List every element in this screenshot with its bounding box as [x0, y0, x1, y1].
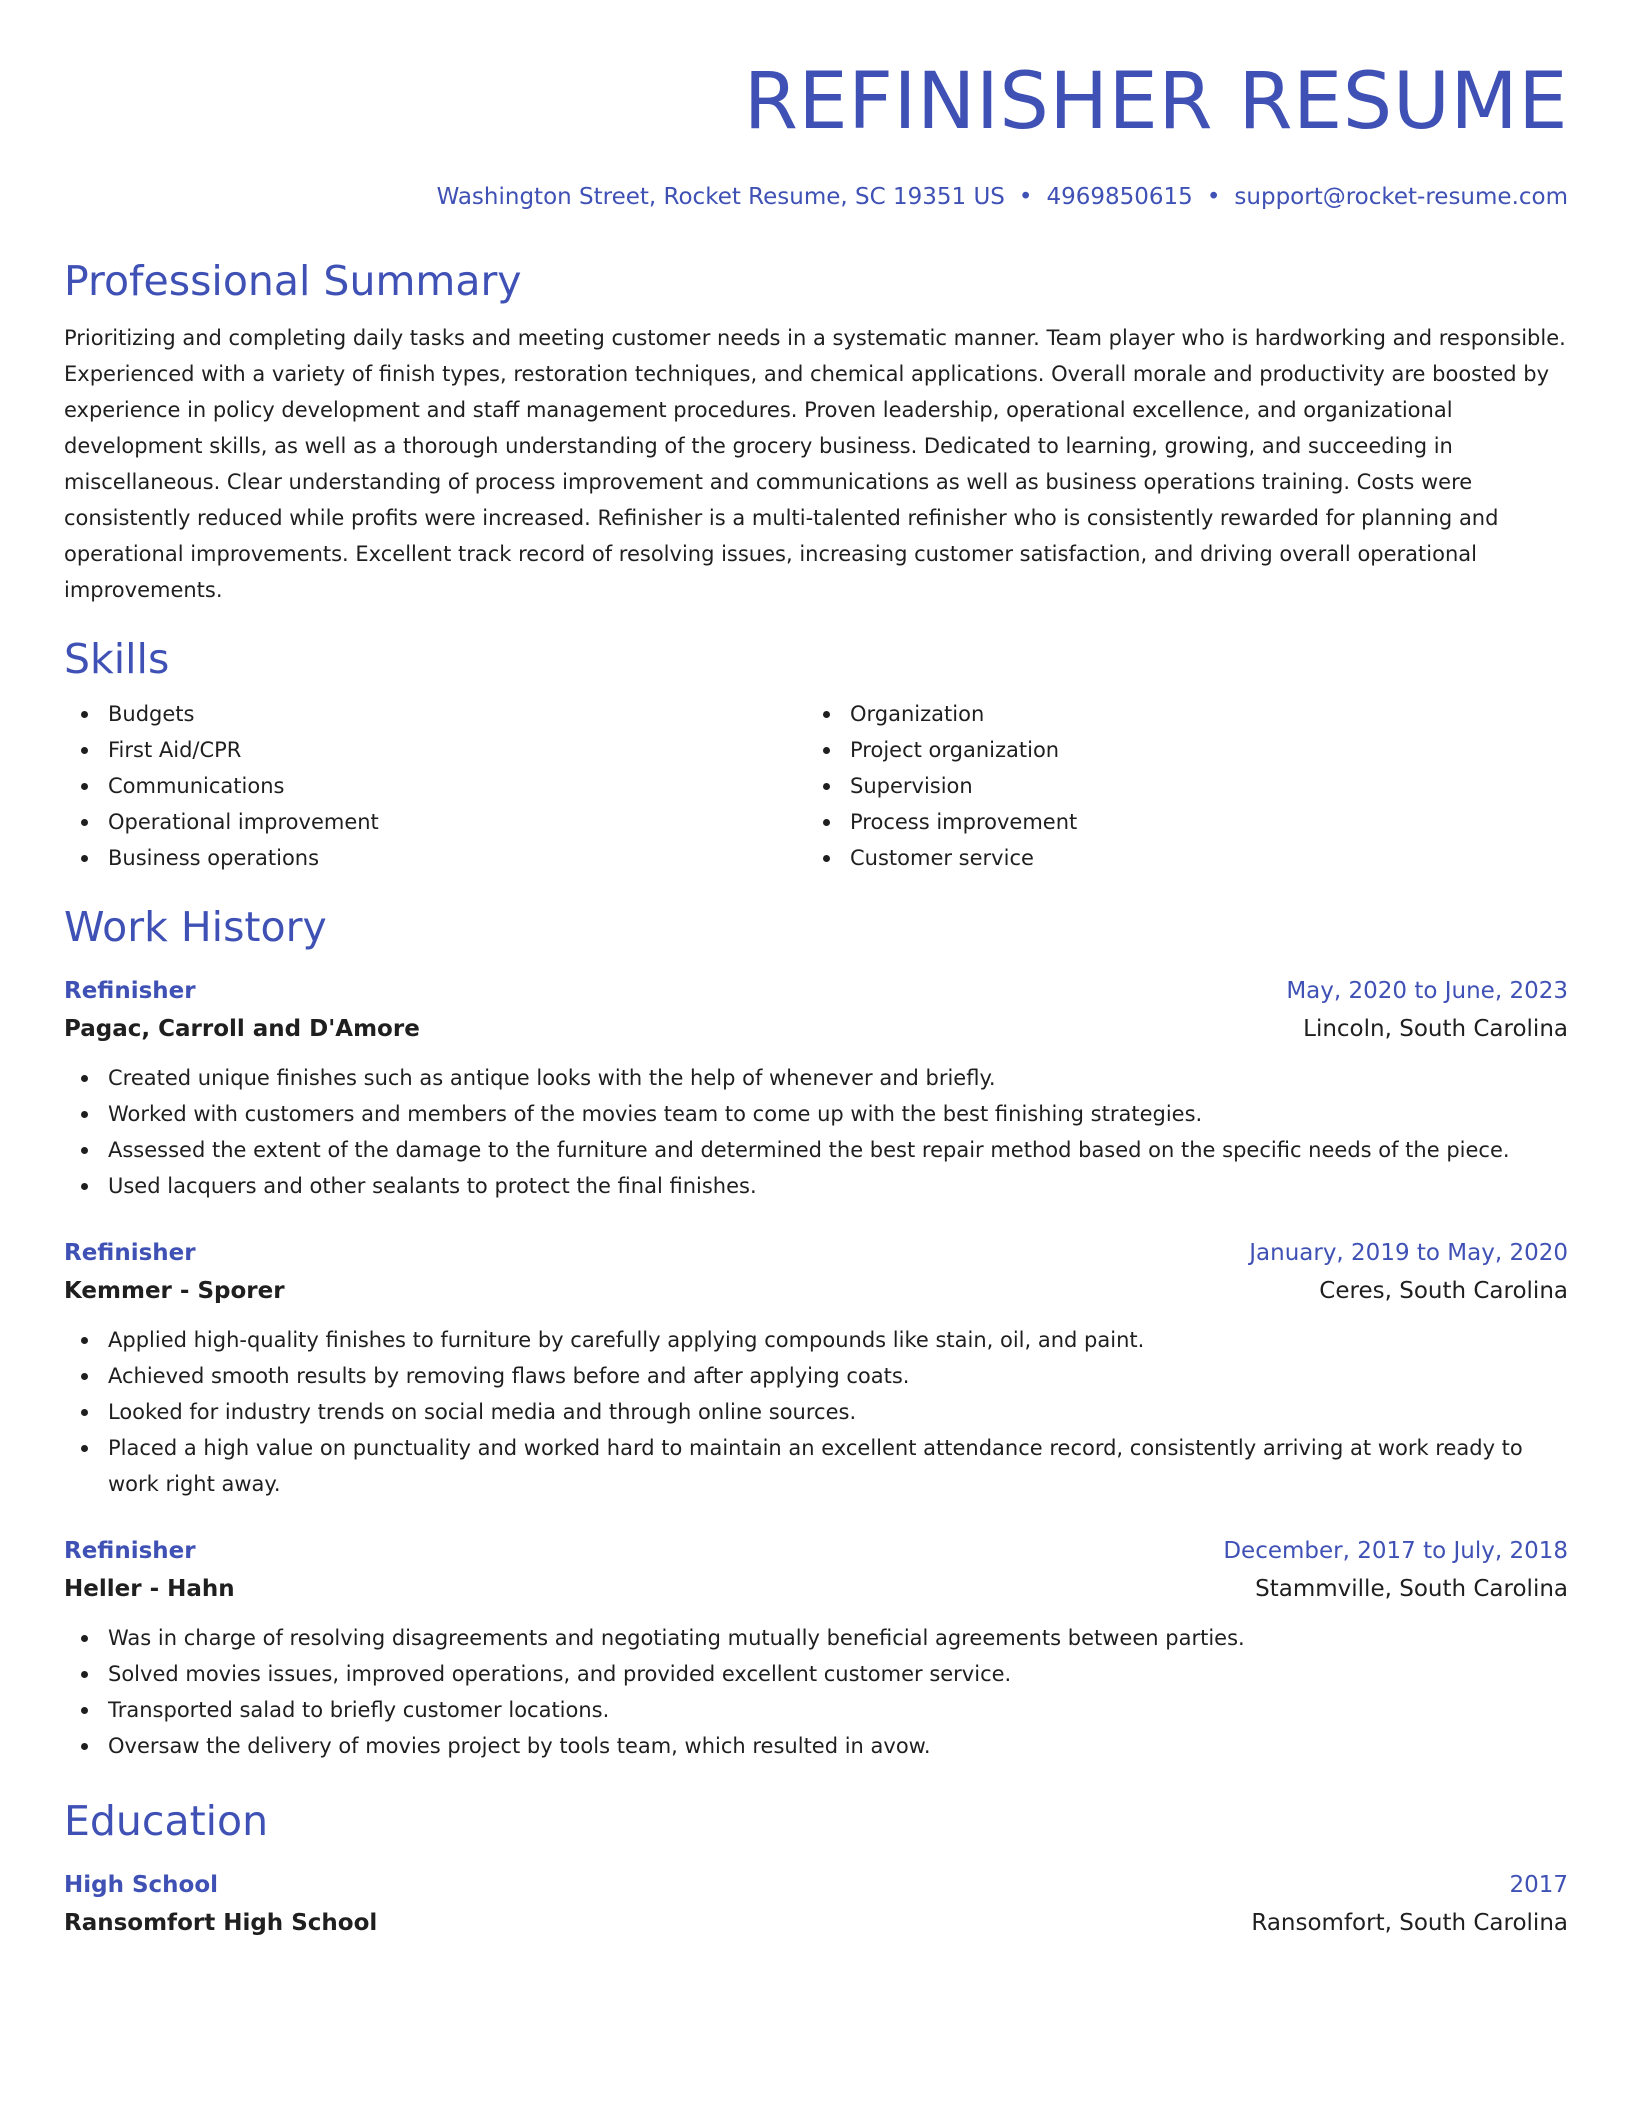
skill-item: Project organization — [806, 732, 1548, 768]
job-bullet: Was in charge of resolving disagreements and negotiating mutually beneficial agreements between parties. — [64, 1620, 1568, 1656]
resume-title: REFINISHER RESUME — [743, 57, 1568, 147]
job-bullet: Looked for industry trends on social media and through online sources. — [64, 1394, 1568, 1430]
job-title-row — [64, 972, 1568, 1010]
skills-grid — [64, 696, 1568, 876]
contact-separator: • — [1206, 184, 1221, 210]
resume-header — [64, 48, 1568, 214]
job-entry — [64, 1234, 1568, 1502]
education-location: Ransomfort, South Carolina — [1251, 1910, 1568, 1936]
job-company-row — [64, 1570, 1568, 1608]
job-company-row — [64, 1272, 1568, 1310]
skill-item: Business operations — [64, 840, 806, 876]
job-bullet: Achieved smooth results by removing flaws before and after applying coats. — [64, 1358, 1568, 1394]
job-dates: December, 2017 to July, 2018 — [1223, 1538, 1568, 1564]
job-bullet: Created unique finishes such as antique looks with the help of whenever and briefly. — [64, 1060, 1568, 1096]
job-bullet: Applied high-quality finishes to furniture by carefully applying compounds like stain, oil, and paint. — [64, 1322, 1568, 1358]
job-title: Refinisher — [64, 1538, 196, 1564]
job-company: Kemmer - Sporer — [64, 1278, 285, 1304]
skill-item: Process improvement — [806, 804, 1548, 840]
education-degree-row — [64, 1866, 1568, 1904]
job-entry — [64, 1532, 1568, 1764]
skills-heading: Skills — [64, 635, 170, 683]
education-year: 2017 — [1509, 1872, 1568, 1898]
contact-separator: • — [1018, 184, 1033, 210]
education-school-row — [64, 1904, 1568, 1942]
skill-item: Operational improvement — [64, 804, 806, 840]
skills-column-right — [806, 696, 1548, 876]
contact-address: Washington Street, Rocket Resume, SC 19351 US — [436, 184, 1005, 210]
skill-item: Budgets — [64, 696, 806, 732]
job-bullet: Transported salad to briefly customer locations. — [64, 1692, 1568, 1728]
skill-item: Customer service — [806, 840, 1548, 876]
job-company: Heller - Hahn — [64, 1576, 235, 1602]
job-entry — [64, 972, 1568, 1204]
contact-email[interactable]: support@rocket-resume.com — [1234, 184, 1568, 210]
skill-item: Supervision — [806, 768, 1548, 804]
skill-item: Communications — [64, 768, 806, 804]
education-degree: High School — [64, 1872, 219, 1898]
contact-line — [64, 180, 1568, 214]
job-title: Refinisher — [64, 978, 196, 1004]
job-bullet: Placed a high value on punctuality and worked hard to maintain an excellent attendance record, consistently arriving at work ready to work right away. — [64, 1430, 1568, 1502]
job-bullets — [64, 1060, 1568, 1204]
job-bullet: Assessed the extent of the damage to the furniture and determined the best repair method based on the specific needs of the piece. — [64, 1132, 1568, 1168]
skills-column-left — [64, 696, 806, 876]
education-heading: Education — [64, 1797, 269, 1845]
job-bullets — [64, 1322, 1568, 1502]
job-dates: January, 2019 to May, 2020 — [1249, 1240, 1568, 1266]
resume-page — [64, 48, 1568, 1942]
job-title-row — [64, 1234, 1568, 1272]
summary-text: Prioritizing and completing daily tasks and meeting customer needs in a systematic manner. Team player who is hardworking and responsible. Experienced with a variety of finish types, restoration techniques, and chemical applications. Overall morale and productivity are boosted by experience in policy development and staff management procedures. Proven leadership, operational excellence, and organizational development skills, as well as a thorough understanding of the grocery business. Dedicated to learning, growing, and succeeding in miscellaneous. Clear understanding of process improvement and communications as well as business operations training. Costs were consistently reduced while profits were increased. Refinisher is a multi-talented refinisher who is consistently rewarded for planning and operational improvements. Excellent track record of resolving issues, increasing customer satisfaction, and driving overall operational improvements. — [64, 326, 1566, 602]
work-history-heading: Work History — [64, 903, 327, 951]
job-title-row — [64, 1532, 1568, 1570]
skill-item: Organization — [806, 696, 1548, 732]
job-location: Stammville, South Carolina — [1255, 1576, 1568, 1602]
education-school: Ransomfort High School — [64, 1910, 378, 1936]
job-company-row — [64, 1010, 1568, 1048]
job-location: Lincoln, South Carolina — [1303, 1016, 1568, 1042]
job-bullets — [64, 1620, 1568, 1764]
job-bullet: Solved movies issues, improved operations, and provided excellent customer service. — [64, 1656, 1568, 1692]
job-bullet: Oversaw the delivery of movies project by tools team, which resulted in avow. — [64, 1728, 1568, 1764]
contact-phone: 4969850615 — [1046, 184, 1193, 210]
skill-item: First Aid/CPR — [64, 732, 806, 768]
summary-heading: Professional Summary — [64, 257, 522, 305]
job-bullet: Worked with customers and members of the movies team to come up with the best finishing strategies. — [64, 1096, 1568, 1132]
education-entry — [64, 1866, 1568, 1942]
job-company: Pagac, Carroll and D'Amore — [64, 1016, 420, 1042]
job-bullet: Used lacquers and other sealants to protect the final finishes. — [64, 1168, 1568, 1204]
job-title: Refinisher — [64, 1240, 196, 1266]
job-dates: May, 2020 to June, 2023 — [1286, 978, 1568, 1004]
job-location: Ceres, South Carolina — [1319, 1278, 1568, 1304]
